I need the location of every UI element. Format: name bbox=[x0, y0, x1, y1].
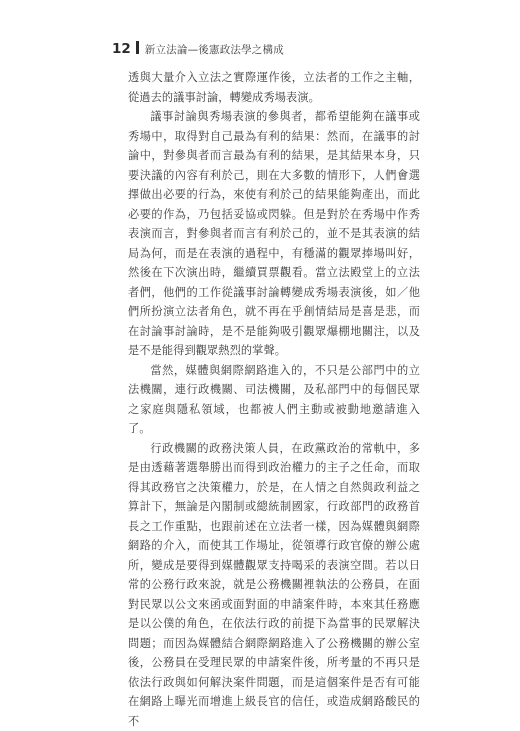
paragraph: 透與大量介入立法之實際運作後，立法者的工作之主軸，從過去的議事討論，轉變成秀場表演。 bbox=[128, 68, 420, 107]
paragraph: 當然，媒體與網際網路進入的，不只是公部門中的立法機關，連行政機關、司法機關，及私部門中的每個民眾之家庭與隱私領域，也都被人們主動或被動地邀請進入了。 bbox=[128, 361, 420, 439]
running-header bbox=[112, 40, 284, 57]
page-number: 12 bbox=[112, 41, 131, 57]
header-divider bbox=[136, 41, 139, 54]
paragraph: 行政機關的政務決策人員，在政黨政治的常軌中，多是由透藉著選舉勝出而得到政治權力的主子之任命，而取得其政務官之決策權力，於是，在人情之自然與政利益之算計下，無論是內閣制或總統制國家，行政部門的政務首長之工作重點，也跟前述在立法者一樣，因為媒體與網際網路的介入，而使其工作場址，從領導行政官僚的辦公處所，變成是要得到媒體觀眾支持喝采的表演空間。若以日常的公務行政來說，就是公務機關裡執法的公務員，在面對民眾以公文來函或面對面的申請案件時，本來其任務應是以公僕的角色，在依法行政的前提下為當事的民眾解決問題；而因為媒體結合網際網路進入了公務機關的辦公室後，公務員在受理民眾的申請案件後，所考量的不再只是依法行政與如何解決案件問題，而是這個案件是否有可能在網路上曝光而增進上級長官的信任，或造成網路酸民的不 bbox=[128, 439, 420, 731]
body-text bbox=[128, 68, 420, 731]
running-title: 新立法論—後憲政法學之構成 bbox=[145, 42, 284, 57]
paragraph: 議事討論與秀場表演的參與者，都希望能夠在議事或秀場中，取得對自己最為有利的結果：然而，在議事的討論中，對參與者而言最為有利的結果，是其結果本身，只要決議的內容有利於己，則在大多數的情形下，人們會選擇做出必要的行為，來使有利於己的結果能夠產出，而此必要的作為，乃包括妥協或閃躲。但是對於在秀場中作秀表演而言，對參與者而言有利於己的，並不是其表演的結局為何，而是在表演的過程中，有穩滿的觀眾捧場叫好，然後在下次演出時，繼續買票觀看。當立法殿堂上的立法者們，他們的工作從議事討論轉變成秀場表演後，如／他們所扮演立法者角色，就不再在乎創情結局是喜是悲，而在討論事討論時，是不是能夠吸引觀眾爆棚地關注，以及是不是能得到觀眾熱烈的掌聲。 bbox=[128, 107, 420, 361]
